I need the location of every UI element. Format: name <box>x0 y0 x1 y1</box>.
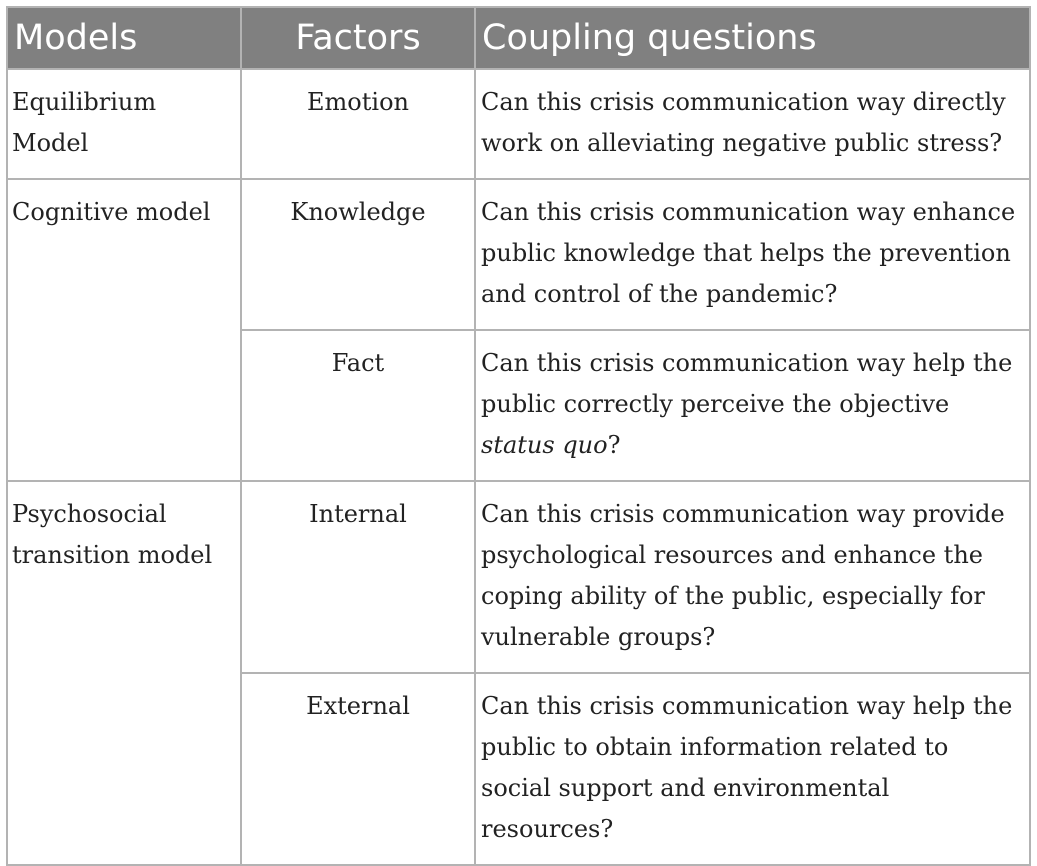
factor-cell-fact: Fact <box>241 330 475 481</box>
factor-cell-knowledge: Knowledge <box>241 179 475 330</box>
model-cell-psychosocial: Psychosocial transition model <box>7 481 241 865</box>
factor-cell-internal: Internal <box>241 481 475 673</box>
question-end: ? <box>607 431 621 459</box>
question-cell-knowledge: Can this crisis communication way enhance public knowledge that helps the prevention and control of the pandemic? <box>475 179 1030 330</box>
status-quo-italic: status quo <box>481 431 608 459</box>
header-coupling-questions: Coupling questions <box>475 7 1030 69</box>
question-cell-external: Can this crisis communication way help the public to obtain information related to social support and environmental resources? <box>475 673 1030 865</box>
table-row <box>7 481 1030 673</box>
table-header-row <box>7 7 1030 69</box>
factor-cell-emotion: Emotion <box>241 69 475 179</box>
model-cell-equilibrium: Equilibrium Model <box>7 69 241 179</box>
model-cell-cognitive: Cognitive model <box>7 179 241 481</box>
factor-cell-external: External <box>241 673 475 865</box>
question-text: Can this crisis communication way help the public correctly perceive the objective <box>481 349 1013 418</box>
coupling-questions-table <box>6 6 1031 866</box>
header-models: Models <box>7 7 241 69</box>
question-cell-emotion: Can this crisis communication way directly work on alleviating negative public stress? <box>475 69 1030 179</box>
question-cell-internal: Can this crisis communication way provide psychological resources and enhance the coping ability of the public, especially for vulnerable groups? <box>475 481 1030 673</box>
header-factors: Factors <box>241 7 475 69</box>
table-row <box>7 69 1030 179</box>
question-cell-fact <box>475 330 1030 481</box>
table-row <box>7 179 1030 330</box>
